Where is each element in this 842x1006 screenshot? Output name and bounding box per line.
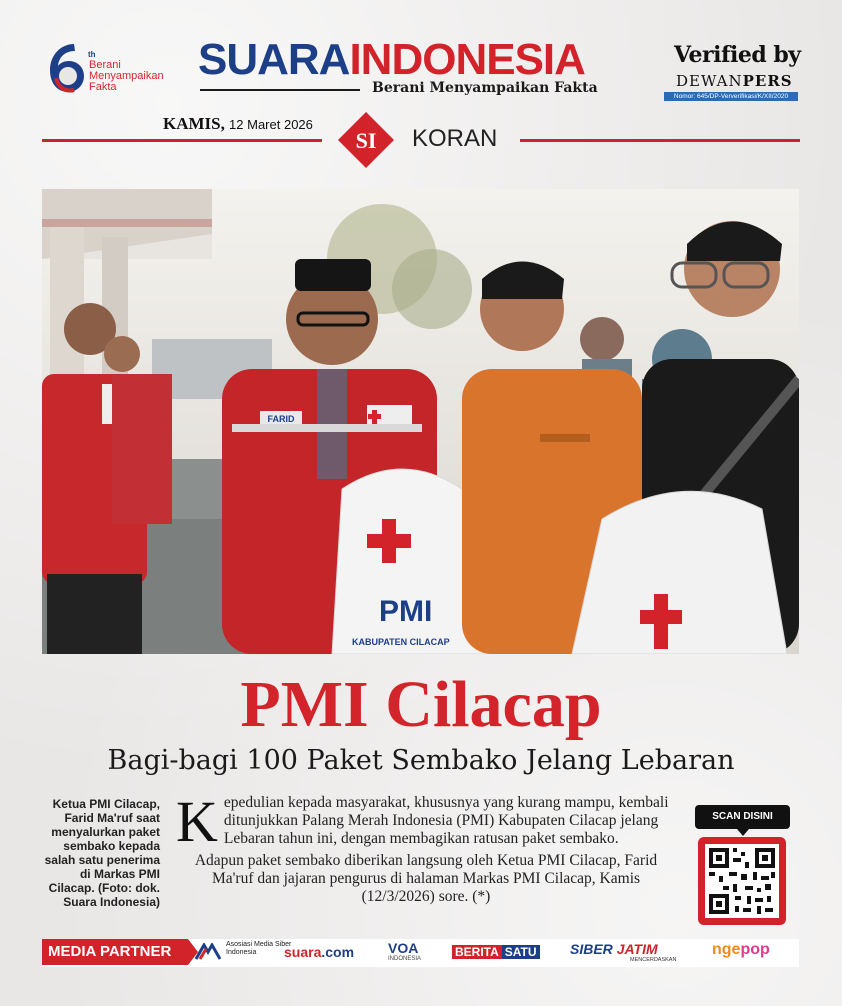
issue-date: 12 Maret 2026 (229, 117, 313, 132)
anniversary-suffix: th (88, 50, 96, 59)
partner-siber-sub: MENCERDASKAN (630, 957, 677, 963)
article-body (176, 789, 676, 906)
masthead (198, 35, 585, 84)
partner-voa[interactable]: VOA (388, 940, 419, 956)
si-logo-letters: SI (355, 128, 377, 153)
paragraph-2: Adapun paket sembako diberikan langsung oleh Ketua PMI Cilacap, Farid Ma'ruf dan jajaran pengurus di halaman Markas PMI Cilacap, Kamis (12/3/2026) sore. (*) (194, 852, 658, 905)
verified-title: Verified by (674, 42, 801, 68)
headline: PMI Cilacap (240, 668, 602, 741)
header-rule-right (520, 139, 800, 142)
section-label: KORAN (412, 125, 498, 152)
siber-b: JATIM (616, 941, 658, 957)
news-photo (42, 189, 799, 654)
partner-amsi[interactable]: Asosiasi Media Siber Indonesia (226, 941, 292, 956)
photo-scene (42, 189, 799, 654)
header-rule-left (42, 139, 322, 142)
photo-caption: Ketua PMI Cilacap, Farid Ma'ruf saat menyalurkan paket sembako kepada salah satu penerima di Markas PMI Cilacap. (Foto: dok. Suara Indonesia) (44, 797, 160, 909)
verification-number: Nomor: 645/DP-Ververifikasi/K/XII/2020 (664, 92, 798, 101)
qr-code[interactable] (705, 844, 779, 918)
partner-ngepop[interactable] (712, 941, 770, 959)
drop-cap: K (176, 789, 218, 854)
masthead-word-indonesia: INDONESIA (349, 35, 585, 84)
dateline (163, 114, 313, 134)
scan-label: SCAN DISINI (695, 805, 790, 829)
si-diamond-logo (338, 112, 394, 168)
subheadline: Bagi-bagi 100 Paket Sembako Jelang Lebaran (107, 745, 735, 776)
partner-voa-sub: INDONESIA (388, 956, 422, 962)
media-partner-label: MEDIA PARTNER (42, 939, 188, 965)
paragraph-1 (176, 789, 676, 854)
ngepop-b: pop (740, 941, 770, 958)
dewan-pers-logo (676, 72, 793, 90)
partner-siber-jatim[interactable] (570, 941, 658, 957)
ngepop-a: nge (712, 941, 741, 958)
siber-a: SIBER (570, 941, 613, 957)
dewan-text: DEWAN (676, 72, 743, 90)
anniversary-six-logo (44, 38, 88, 94)
masthead-word-suara: SUARA (198, 35, 350, 84)
partner-beritasatu[interactable] (452, 944, 540, 960)
qr-code-icon (705, 844, 779, 918)
paragraph-1-text: epedulian kepada masyarakat, khususnya yang kurang mampu, kembali ditunjukkan Palang Merah Indonesia (PMI) Kabupaten Cilacap jelang Lebaran tahun ini, dengan membagikan ratusan paket sembako. (223, 794, 669, 847)
anniversary-text: Berani Menyampaikan Fakta (89, 59, 164, 93)
issue-day: KAMIS, (163, 114, 225, 133)
masthead-tagline: Berani Menyampaikan Fakta (372, 80, 598, 96)
bag-sublabel: KABUPATEN CILACAP (352, 637, 450, 647)
suara-com-a: suara (284, 944, 322, 960)
bag-label: PMI (379, 595, 433, 628)
pers-text: PERS (742, 72, 793, 90)
beritasatu-a: BERITA (452, 945, 502, 959)
tagline-rule (200, 89, 360, 91)
beritasatu-b: SATU (502, 945, 540, 959)
suara-com-b: .com (321, 944, 355, 960)
vest-name-tag: FARID (267, 414, 295, 424)
partner-suara-com[interactable] (284, 944, 354, 960)
